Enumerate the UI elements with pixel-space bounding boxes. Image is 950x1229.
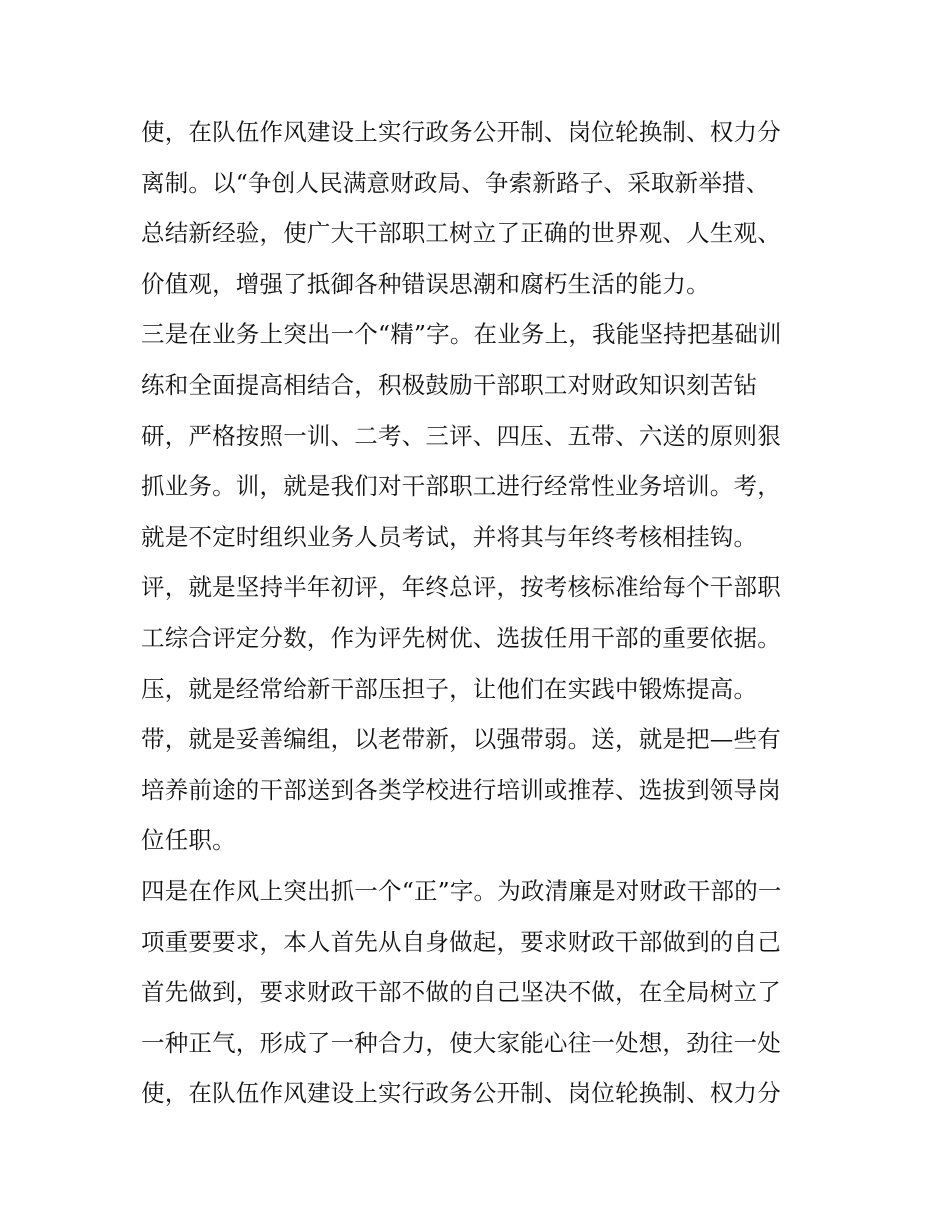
text-line-8: 抓业务。训，就是我们对干部职工进行经常性业务培训。考，	[141, 472, 781, 501]
text-line-17: 项重要要求，本人首先从自身做起，要求财政干部做到的自己	[141, 927, 781, 956]
text-line-16: 四是在作风上突出抓一个“正”字。为政清廉是对财政干部的一	[141, 876, 782, 905]
text-line-7: 研，严格按照一训、二考、三评、四压、五带、六送的原则狠	[141, 421, 781, 450]
text-line-3: 总结新经验，使广大干部职工树立了正确的世界观、人生观、	[141, 219, 781, 248]
text-line-10: 评，就是坚持半年初评，年终总评，按考核标准给每个干部职	[141, 573, 781, 602]
text-line-11: 工综合评定分数，作为评先树优、选拔任用干部的重要依据。	[141, 623, 781, 652]
text-line-4: 价值观，增强了抵御各种错误思潮和腐朽生活的能力。	[141, 269, 710, 298]
body-text	[141, 107, 821, 1119]
text-line-19: 一种正气，形成了一种合力，使大家能心往一处想，劲往一处	[141, 1028, 781, 1057]
text-line-15: 位任职。	[141, 826, 236, 855]
text-line-2: 离制。以“争创人民满意财政局、争索新路子、采取新举措、	[141, 168, 770, 197]
text-line-12: 压，就是经常给新干部压担子，让他们在实践中锻炼提高。	[141, 674, 758, 703]
text-line-14: 培养前途的干部送到各类学校进行培训或推荐、选拔到领导岗	[141, 775, 781, 804]
text-line-20: 使，在队伍作风建设上实行政务公开制、岗位轮换制、权力分	[141, 1079, 781, 1108]
text-line-6: 练和全面提高相结合，积极鼓励干部职工对财政知识刻苦钻	[141, 370, 758, 399]
text-line-13: 带，就是妥善编组，以老带新，以强带弱。送，就是把—些有	[141, 725, 781, 754]
text-line-9: 就是不定时组织业务人员考试，并将其与年终考核相挂钩。	[141, 522, 758, 551]
text-line-5: 三是在业务上突出一个“精”字。在业务上，我能坚持把基础训	[141, 320, 782, 349]
text-line-1: 使，在队伍作风建设上实行政务公开制、岗位轮换制、权力分	[141, 118, 781, 146]
text-line-18: 首先做到，要求财政干部不做的自己坚决不做，在全局树立了	[141, 978, 781, 1007]
